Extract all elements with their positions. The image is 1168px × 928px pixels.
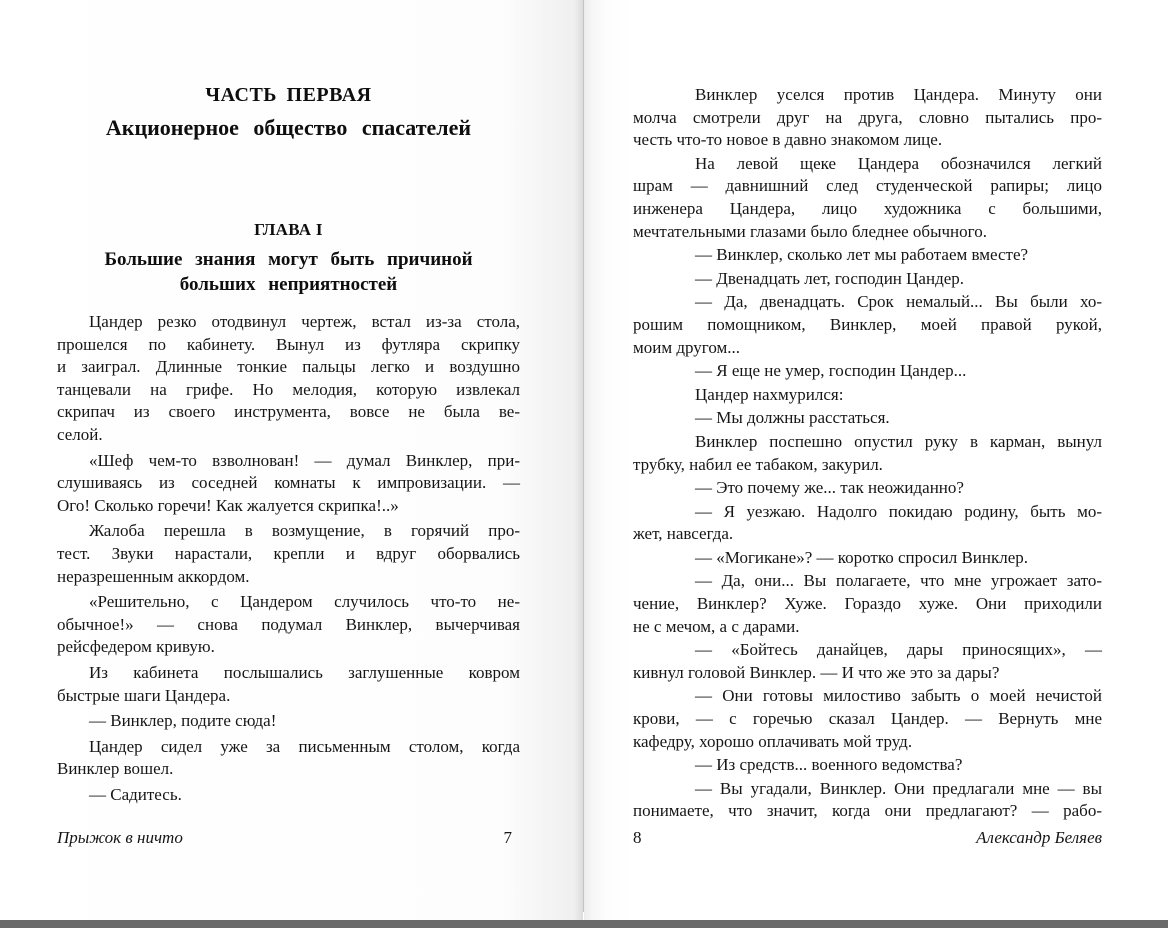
chapter-title-line: Большие знания могут быть причиной [104,249,473,270]
text-line: — «Бойтесь данайцев, дары приносящих», — [695,640,1102,660]
body-text-left [57,311,520,806]
text-line: — Это почему же... так неожиданно? [695,478,964,498]
page-left [0,0,583,920]
part-heading: ЧАСТЬ ПЕРВАЯ [205,84,372,106]
text-line: рошим помощником, Винклер, моей правой рукой, [633,314,1102,334]
text-line: неразрешенным аккордом. [57,566,250,586]
text-line: Винклер поспешно опустил руку в карман, вынул [695,431,1102,451]
text-line: скрипач из своего инструмента, вовсе не была ве- [57,402,520,422]
text-line: — Я уезжаю. Надолго покидаю родину, быть мо- [695,501,1102,521]
paragraph [57,736,520,781]
text-line: жет, навсегда. [633,524,734,544]
text-line: танцевали на грифе. Но мелодия, которую извлекал [57,379,520,399]
text-line: Цандер сидел уже за письменным столом, когда [89,736,520,756]
text-line: — Садитесь. [89,784,182,804]
paragraph [633,431,1102,476]
paragraph [57,591,520,659]
paragraph [57,450,520,518]
paragraph [633,547,1102,570]
running-title: Прыжок в ничто [57,828,183,847]
text-line: Из кабинета послышались заглушенные ковром [89,662,520,682]
text-line: и заиграл. Длинные тонкие пальцы легко и воздушно [57,357,520,377]
text-line: «Шеф чем-то взволнован! — думал Винклер, при- [89,450,520,470]
text-line: — Из средств... военного ведомства? [695,755,963,775]
text-line: чение, Винклер? Хуже. Гораздо хуже. Они приходили [633,594,1102,614]
author-name: Александр Беляев [976,828,1102,847]
text-line: мечтательными глазами было бледнее обычного. [633,221,987,241]
paragraph [633,570,1102,638]
text-line: обычное!» — снова подумал Винклер, вычерчивая [57,614,520,634]
text-line: Ого! Сколько горечи! Как жалуется скрипка!..» [57,495,399,515]
text-line: — Мы должны расстаться. [695,408,890,428]
paragraph [633,291,1102,359]
paragraph [57,662,520,707]
text-line: понимаете, что значит, когда они предлагают? — рабо- [633,801,1102,821]
text-line: молча смотрели друг на друга, словно пытались про- [633,107,1102,127]
text-line: — Они готовы милостиво забыть о моей нечистой [695,686,1102,706]
text-line: Винклер уселся против Цандера. Минуту они [695,85,1102,104]
text-line: — Я еще не умер, господин Цандер... [695,361,967,381]
chapter-title-line: больших неприятностей [179,274,398,295]
text-line: кафедру, хорошо оплачивать мой труд. [633,731,913,751]
text-line: моим другом... [633,337,741,357]
text-line: — «Могикане»? — коротко спросил Винклер. [695,547,1029,567]
paragraph [633,477,1102,500]
text-line: Винклер вошел. [57,759,174,779]
paragraph [633,84,1102,152]
text-line: быстрые шаги Цандера. [57,685,231,705]
text-line: Цандер нахмурился: [695,384,844,404]
footer-right [633,828,1102,848]
page-number-left: 7 [503,828,512,847]
paragraph [633,501,1102,546]
footer-left [57,828,512,848]
text-line: — Да, они... Вы полагаете, что мне угрожает зато- [695,571,1102,591]
text-line: не с мечом, а с дарами. [633,616,800,636]
text-line: инженера Цандера, лицо художника с большими, [633,198,1102,218]
text-line: — Вы угадали, Винклер. Они предлагали мне — вы [695,778,1102,798]
text-line: прошелся по кабинету. Вынул из футляра скрипку [57,334,520,354]
paragraph [633,778,1102,823]
text-line: честь что-то новое в давно знакомом лице. [633,130,943,150]
paragraph [633,754,1102,777]
text-line: Цандер резко отодвинул чертеж, встал из-за стола, [89,312,520,331]
paragraph [633,244,1102,267]
paragraph [633,639,1102,684]
text-line: слушиваясь из соседней комнаты к импровизации. — [57,473,520,493]
text-line: трубку, набил ее табаком, закурил. [633,454,883,474]
chapter-title [57,247,520,297]
text-line: шрам — давнишний след студенческой рапиры; лицо [633,176,1102,196]
text-line: Жалоба перешла в возмущение, в горячий про- [89,521,520,541]
page-gutter-divider [583,0,584,912]
text-line: — Винклер, сколько лет мы работаем вместе? [695,245,1029,265]
paragraph [633,685,1102,753]
text-line: «Решительно, с Цандером случилось что-то не- [89,592,520,612]
paragraph [633,153,1102,243]
text-line: — Да, двенадцать. Срок немалый... Вы были хо- [695,292,1102,312]
page-right [584,0,1168,920]
paragraph [57,710,520,733]
paragraph [633,268,1102,291]
text-line: крови, — с горечью сказал Цандер. — Вернуть мне [633,709,1102,729]
text-line: рейсфедером кривую. [57,637,215,657]
paragraph [633,360,1102,383]
paragraph [633,407,1102,430]
paragraph [57,784,520,807]
paragraph [633,384,1102,407]
body-text-right [633,84,1102,823]
part-title: Акционерное общество спасателей [105,115,472,140]
text-line: — Винклер, подите сюда! [89,711,277,731]
text-line: — Двенадцать лет, господин Цандер. [695,268,965,288]
text-line: селой. [57,424,103,444]
page-number-right: 8 [633,828,642,847]
chapter-heading: ГЛАВА I [254,220,323,239]
text-line: тест. Звуки нарастали, крепли и вдруг оборвались [57,543,520,563]
text-line: На левой щеке Цандера обозначился легкий [695,153,1102,173]
window-bottom-edge [0,920,1168,928]
text-line: кивнул головой Винклер. — И что же это за дары? [633,662,1000,682]
paragraph [57,311,520,447]
paragraph [57,520,520,588]
